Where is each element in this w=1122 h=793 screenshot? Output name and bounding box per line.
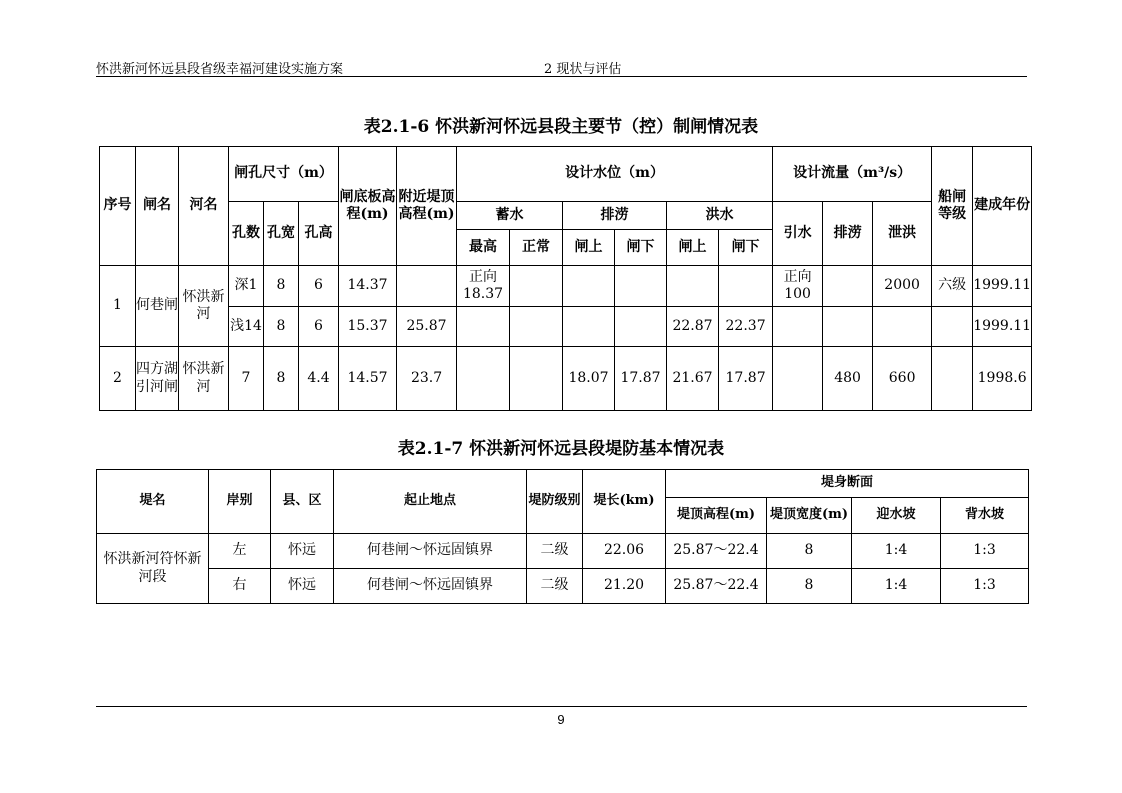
header-year: 建成年份 — [973, 147, 1032, 266]
header-drain-down: 闸下 — [615, 230, 667, 266]
header-flood-down: 闸下 — [719, 230, 773, 266]
gate-table — [99, 146, 1032, 411]
row1-river: 怀洪新河 — [179, 266, 229, 347]
row2-floor: 14.57 — [339, 347, 397, 411]
header-floor-elev: 闸底板高程(m) — [339, 147, 397, 266]
row2-discharge: 660 — [873, 347, 932, 411]
header-hole-count: 孔数 — [229, 202, 264, 266]
header-front-slope: 迎水坡 — [852, 498, 941, 534]
row1b-discharge — [873, 307, 932, 347]
row1b-max — [457, 307, 510, 347]
row1a-max: 正向18.37 — [457, 266, 510, 307]
header-seq: 序号 — [100, 147, 136, 266]
header-county: 县、区 — [271, 470, 334, 534]
dyke-group-name: 怀洪新河符怀新河段 — [97, 534, 209, 604]
header-hole-size: 闸孔尺寸（m） — [229, 147, 339, 202]
header-crest-width: 堤顶宽度(m) — [767, 498, 852, 534]
header-max: 最高 — [457, 230, 510, 266]
dyke-row1-length: 22.06 — [583, 534, 666, 569]
header-lock: 船闸等级 — [932, 147, 973, 266]
row1a-drain — [823, 266, 873, 307]
row1b-intake — [773, 307, 823, 347]
row1a-intake: 正向100 — [773, 266, 823, 307]
row2-count: 7 — [229, 347, 264, 411]
dyke-row1-crest-width: 8 — [767, 534, 852, 569]
row2-drain: 480 — [823, 347, 873, 411]
row1a-width: 8 — [264, 266, 299, 307]
row1a-drain-down — [615, 266, 667, 307]
row1b-lock — [932, 307, 973, 347]
row1b-floor: 15.37 — [339, 307, 397, 347]
row1a-normal — [510, 266, 563, 307]
header-bank: 岸别 — [209, 470, 271, 534]
page-number: 9 — [557, 712, 565, 727]
row2-lock — [932, 347, 973, 411]
header-rule — [96, 76, 1027, 77]
row1b-normal — [510, 307, 563, 347]
row2-dyke: 23.7 — [397, 347, 457, 411]
dyke-row2-bank: 右 — [209, 569, 271, 604]
header-drain-flow: 排涝 — [823, 202, 873, 266]
row1a-dyke — [397, 266, 457, 307]
row1a-floor: 14.37 — [339, 266, 397, 307]
header-flood-up: 闸上 — [667, 230, 719, 266]
header-length: 堤长(km) — [583, 470, 666, 534]
row1b-height: 6 — [299, 307, 339, 347]
row2-flood-down: 17.87 — [719, 347, 773, 411]
dyke-row2-crest-elev: 25.87～22.4 — [666, 569, 767, 604]
dyke-row1-front: 1:4 — [852, 534, 941, 569]
dyke-row1-grade: 二级 — [527, 534, 583, 569]
row1b-flood-up: 22.87 — [667, 307, 719, 347]
dyke-table — [96, 469, 1029, 604]
row2-year: 1998.6 — [973, 347, 1032, 411]
header-section: 堤身断面 — [666, 470, 1029, 498]
header-dyke-name: 堤名 — [97, 470, 209, 534]
header-dyke-elev: 附近堤顶高程(m) — [397, 147, 457, 266]
header-back-slope: 背水坡 — [941, 498, 1029, 534]
row1-seq: 1 — [100, 266, 136, 347]
table1-caption: 表2.1-6 怀洪新河怀远县段主要节（控）制闸情况表 — [363, 117, 759, 137]
dyke-row1-back: 1:3 — [941, 534, 1029, 569]
header-normal: 正常 — [510, 230, 563, 266]
row2-name: 四方湖引河闸 — [136, 347, 179, 411]
row2-drain-down: 17.87 — [615, 347, 667, 411]
row1b-year: 1999.11 — [973, 307, 1032, 347]
header-hole-width: 孔宽 — [264, 202, 299, 266]
row2-max — [457, 347, 510, 411]
table2-caption: 表2.1-7 怀洪新河怀远县段堤防基本情况表 — [397, 439, 725, 459]
header-range: 起止地点 — [334, 470, 527, 534]
dyke-row2-front: 1:4 — [852, 569, 941, 604]
dyke-row2-county: 怀远 — [271, 569, 334, 604]
dyke-row2-grade: 二级 — [527, 569, 583, 604]
row1a-flood-down — [719, 266, 773, 307]
row1a-flood-up — [667, 266, 719, 307]
row1b-count: 浅14 — [229, 307, 264, 347]
header-flood: 洪水 — [667, 202, 773, 230]
row1b-dyke: 25.87 — [397, 307, 457, 347]
header-grade: 堤防级别 — [527, 470, 583, 534]
chapter-title: 2 现状与评估 — [544, 62, 622, 77]
dyke-row1-range: 何巷闸～怀远固镇界 — [334, 534, 527, 569]
row1a-year: 1999.11 — [973, 266, 1032, 307]
row2-intake — [773, 347, 823, 411]
header-hole-height: 孔高 — [299, 202, 339, 266]
row2-river: 怀洪新河 — [179, 347, 229, 411]
row1b-drain-down — [615, 307, 667, 347]
row1a-lock: 六级 — [932, 266, 973, 307]
header-gate-name: 闸名 — [136, 147, 179, 266]
dyke-row2-back: 1:3 — [941, 569, 1029, 604]
row1a-discharge: 2000 — [873, 266, 932, 307]
row2-height: 4.4 — [299, 347, 339, 411]
header-design-flow: 设计流量（m³/s） — [773, 147, 932, 202]
header-storage: 蓄水 — [457, 202, 563, 230]
row1a-drain-up — [563, 266, 615, 307]
dyke-row1-bank: 左 — [209, 534, 271, 569]
header-drainage: 排涝 — [563, 202, 667, 230]
header-crest-elev: 堤顶高程(m) — [666, 498, 767, 534]
header-water-level: 设计水位（m） — [457, 147, 773, 202]
dyke-row2-range: 何巷闸～怀远固镇界 — [334, 569, 527, 604]
row1b-width: 8 — [264, 307, 299, 347]
header-drain-up: 闸上 — [563, 230, 615, 266]
row1-name: 何巷闸 — [136, 266, 179, 347]
footer-rule — [96, 706, 1027, 707]
row2-width: 8 — [264, 347, 299, 411]
row1a-height: 6 — [299, 266, 339, 307]
dyke-row1-county: 怀远 — [271, 534, 334, 569]
dyke-row2-crest-width: 8 — [767, 569, 852, 604]
document-title: 怀洪新河怀远县段省级幸福河建设实施方案 — [96, 62, 344, 77]
row1b-drain-up — [563, 307, 615, 347]
row1b-flood-down: 22.37 — [719, 307, 773, 347]
dyke-row2-length: 21.20 — [583, 569, 666, 604]
row1a-count: 深1 — [229, 266, 264, 307]
row2-normal — [510, 347, 563, 411]
row2-seq: 2 — [100, 347, 136, 411]
row2-drain-up: 18.07 — [563, 347, 615, 411]
header-river: 河名 — [179, 147, 229, 266]
dyke-row1-crest-elev: 25.87～22.4 — [666, 534, 767, 569]
header-discharge: 泄洪 — [873, 202, 932, 266]
row2-flood-up: 21.67 — [667, 347, 719, 411]
header-intake: 引水 — [773, 202, 823, 266]
row1b-drain — [823, 307, 873, 347]
